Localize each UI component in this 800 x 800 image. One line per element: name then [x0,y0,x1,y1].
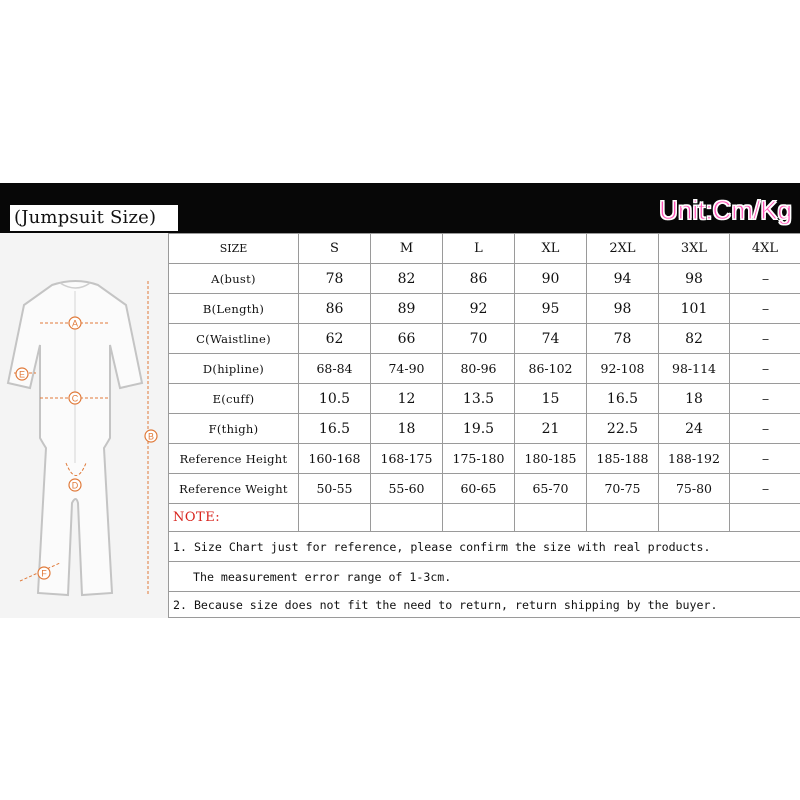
note-line-1: 1. Size Chart just for reference, please confirm the size with real products. [169,532,800,562]
empty-cell [443,504,515,532]
table-cell: 15 [515,384,587,414]
table-cell: 50-55 [299,474,371,504]
table-cell: 12 [371,384,443,414]
marker-c-label: C [71,393,79,404]
table-cell: 62 [299,324,371,354]
table-cell: 86-102 [515,354,587,384]
table-cell: 89 [371,294,443,324]
table-cell: 82 [371,264,443,294]
header-cell: XL [515,234,587,264]
table-cell: 19.5 [443,414,515,444]
table-row [169,264,800,294]
empty-cell [659,504,730,532]
empty-cell [299,504,371,532]
table-cell: 80-96 [443,354,515,384]
table-cell: -- [730,444,800,474]
note-row [169,562,800,592]
row-label: F(thigh) [169,414,299,444]
marker-f-label: F [41,568,47,579]
table-cell: 18 [371,414,443,444]
table-cell: 86 [299,294,371,324]
table-cell: 70-75 [587,474,659,504]
size-table [168,233,800,618]
table-cell: 188-192 [659,444,730,474]
table-cell: 86 [443,264,515,294]
row-label: E(cuff) [169,384,299,414]
header-row [169,234,800,264]
table-cell: 70 [443,324,515,354]
marker-e-label: E [18,369,26,380]
table-cell: 22.5 [587,414,659,444]
note-label: NOTE: [169,504,299,532]
header-cell: 3XL [659,234,730,264]
empty-cell [371,504,443,532]
table-cell: 74 [515,324,587,354]
row-label: Reference Weight [169,474,299,504]
table-cell: -- [730,354,800,384]
table-cell: -- [730,474,800,504]
marker-b-label: B [147,431,155,442]
header-cell: 4XL [730,234,800,264]
table-cell: -- [730,384,800,414]
header-cell: M [371,234,443,264]
header-cell: 2XL [587,234,659,264]
table-cell: 78 [587,324,659,354]
table-cell: 101 [659,294,730,324]
table-cell: 16.5 [587,384,659,414]
empty-cell [587,504,659,532]
marker-d [69,479,81,491]
table-cell: 16.5 [299,414,371,444]
table-cell: 90 [515,264,587,294]
row-label: D(hipline) [169,354,299,384]
marker-c [69,392,81,404]
table-row [169,354,800,384]
row-label: C(Waistline) [169,324,299,354]
table-cell: 55-60 [371,474,443,504]
table-cell: 75-80 [659,474,730,504]
table-cell: 74-90 [371,354,443,384]
table-cell: 92 [443,294,515,324]
table-cell: 168-175 [371,444,443,474]
table-cell: 82 [659,324,730,354]
page-title: (Jumpsuit Size) [10,205,178,231]
table-cell: 68-84 [299,354,371,384]
table-cell: -- [730,264,800,294]
note-row [169,532,800,562]
table-row [169,294,800,324]
jumpsuit-figure [0,233,168,618]
table-cell: 185-188 [587,444,659,474]
marker-a-label: A [71,318,79,329]
marker-d-label: D [71,480,79,491]
note-line-1b: The measurement error range of 1-3cm. [169,562,800,592]
header-cell: SIZE [169,234,299,264]
table-cell: 66 [371,324,443,354]
marker-b [145,430,157,442]
table-cell: 92-108 [587,354,659,384]
table-cell: 175-180 [443,444,515,474]
table-cell: 98 [587,294,659,324]
table-row [169,474,800,504]
table-cell: 180-185 [515,444,587,474]
empty-cell [730,504,800,532]
table-cell: 10.5 [299,384,371,414]
table-cell: -- [730,324,800,354]
row-label: A(bust) [169,264,299,294]
table-cell: -- [730,414,800,444]
table-cell: 13.5 [443,384,515,414]
table-row [169,384,800,414]
table-cell: 94 [587,264,659,294]
marker-a [69,317,81,329]
row-label: Reference Height [169,444,299,474]
note-row [169,592,800,618]
table-cell: 60-65 [443,474,515,504]
table-cell: 65-70 [515,474,587,504]
header-cell: L [443,234,515,264]
table-row [169,324,800,354]
table-cell: 18 [659,384,730,414]
table-row [169,414,800,444]
table-row [169,444,800,474]
marker-e [16,368,28,380]
table-cell: 98-114 [659,354,730,384]
table-cell: 24 [659,414,730,444]
empty-cell [515,504,587,532]
unit-label: Unit:Cm/Kg [659,195,792,225]
table-cell: 21 [515,414,587,444]
row-label: B(Length) [169,294,299,324]
header-cell: S [299,234,371,264]
table-cell: 95 [515,294,587,324]
table-cell: -- [730,294,800,324]
note-line-2: 2. Because size does not fit the need to return, return shipping by the buyer. [169,592,800,618]
table-cell: 78 [299,264,371,294]
jumpsuit-diagram [0,233,168,618]
table-cell: 160-168 [299,444,371,474]
table-cell: 98 [659,264,730,294]
note-header-row [169,504,800,532]
marker-f [38,567,50,579]
